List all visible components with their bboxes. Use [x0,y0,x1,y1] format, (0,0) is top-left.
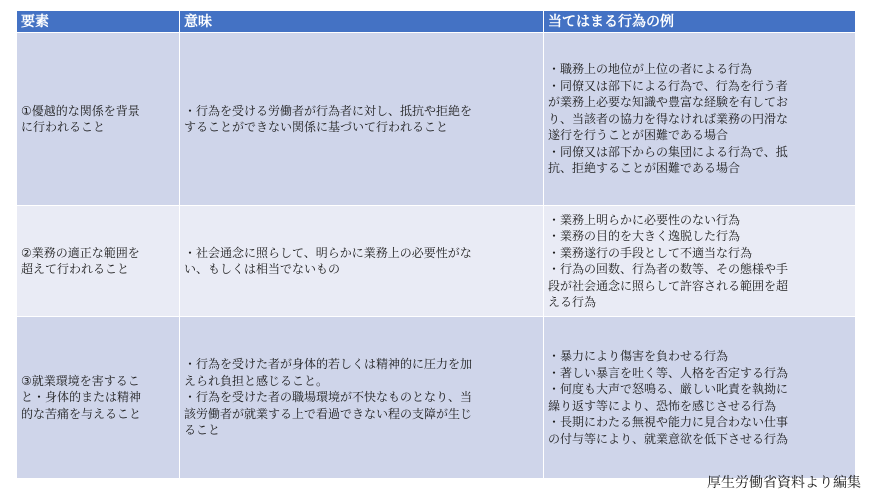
row-element: ②業務の適正な範囲を 超えて行われること [17,206,180,317]
row-meaning: ・社会通念に照らして、明らかに業務上の必要性がな い、もしくは相当でないもの [180,206,544,317]
header-element: 要素 [17,11,180,33]
table-row [17,317,855,479]
table-row [17,33,855,206]
harassment-elements-table [17,11,855,479]
header-examples: 当てはまる行為の例 [544,11,855,33]
row-examples: ・暴力により傷害を負わせる行為 ・著しい暴言を吐く等、人格を否定する行為 ・何度も大声で怒鳴る、厳しい叱責を執拗に 繰り返す等により、恐怖を感じさせる行為 ・長期にわたる無視や能力に見合わない仕事 の付与等により、就業意欲を低下させる行為 [544,317,855,479]
row-meaning: ・行為を受けた者が身体的若しくは精神的に圧力を加 えられ負担と感じること。 ・行為を受けた者の職場環境が不快なものとなり、当 該労働者が就業する上で看過できない程の支障が生じ ること [180,317,544,479]
row-examples: ・職務上の地位が上位の者による行為 ・同僚又は部下による行為で、行為を行う者 が業務上必要な知識や豊富な経験を有してお り、当該者の協力を得なければ業務の円滑な 遂行を行うことが困難である場合 ・同僚又は部下からの集団による行為で、抵 抗、拒絶することが困難である場合 [544,33,855,206]
row-meaning: ・行為を受ける労働者が行為者に対し、抵抗や拒絶を することができない関係に基づいて行われること [180,33,544,206]
row-element: ③就業環境を害するこ と・身体的または精神 的な苦痛を与えること [17,317,180,479]
row-element: ①優越的な関係を背景 に行われること [17,33,180,206]
header-meaning: 意味 [180,11,544,33]
table-row [17,206,855,317]
table-header-row [17,11,855,33]
row-examples: ・業務上明らかに必要性のない行為 ・業務の目的を大きく逸脱した行為 ・業務遂行の手段として不適当な行為 ・行為の回数、行為者の数等、その態様や手 段が社会通念に照らして許容される範囲を超 える行為 [544,206,855,317]
source-note: 厚生労働省資料より編集 [707,475,861,491]
